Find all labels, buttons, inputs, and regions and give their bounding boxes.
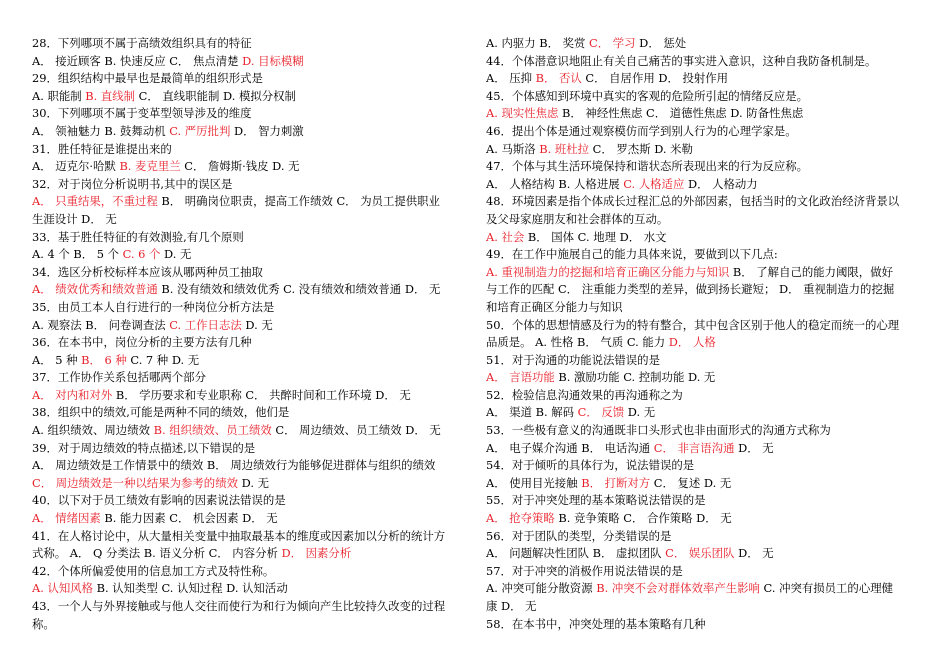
text-segment: A． 接近顾客 B. 快速反应 C． 焦点清楚 (32, 53, 243, 68)
answer-highlight: A． 对内和对外 (32, 387, 113, 402)
text-line (486, 545, 922, 563)
text-segment: 46．提出个体是通过观察模仿而学到别人行为的心理学家是。 (486, 123, 797, 138)
answer-highlight: C. 6 个 (122, 247, 161, 262)
text-segment: 53．一些极有意义的沟通既非口头形式也非由面形式的沟通方式称为 (486, 423, 831, 438)
text-segment: 称。 (32, 616, 55, 631)
text-segment: 48．环境因素是指个体成长过程汇总的外部因素，包括当时的文化政治经济背景以 (486, 194, 900, 209)
text-line (32, 528, 464, 546)
text-line (486, 229, 922, 247)
text-line (486, 598, 922, 616)
text-segment: D． 无 (734, 440, 774, 455)
text-segment: A. 马斯洛 (486, 141, 540, 156)
text-line (486, 492, 922, 510)
text-segment: 生涯设计 D． 无 (32, 211, 117, 226)
answer-highlight: C. 工作日志法 (169, 317, 242, 332)
text-segment: 29．组织结构中最早也是最简单的组织形式是 (32, 71, 263, 86)
text-segment: B. 激励功能 C. 控制功能 D. 无 (554, 370, 716, 385)
text-line (486, 141, 922, 159)
text-segment: 45．个体感知到环境中真实的客观的危险所引起的情绪反应是。 (486, 88, 809, 103)
text-segment: 28．下列哪项不属于高绩效组织具有的特征 (32, 36, 252, 50)
text-line (32, 598, 464, 616)
text-line (486, 475, 922, 493)
text-line (32, 53, 464, 71)
text-segment: 54．对于倾听的具体行为，说法错误的是 (486, 458, 695, 473)
text-line (32, 299, 464, 317)
text-segment: A． 渠道 B. 解码 (486, 405, 578, 420)
text-line (32, 229, 464, 247)
answer-highlight: A． 抢夺策略 (486, 511, 555, 526)
text-segment: 52．检验信息沟通效果的再沟通称之为 (486, 387, 683, 402)
text-line (486, 88, 922, 106)
text-line (486, 563, 922, 581)
answer-highlight: C． 娱乐团队 (665, 546, 735, 561)
text-segment: 42．个体所偏爱使用的信息加工方式及特性称。 (32, 563, 275, 578)
text-line (32, 563, 464, 581)
text-segment: 35．由员工本人自行进行的一种岗位分析方法是 (32, 299, 275, 314)
text-segment: D． 惩处 (635, 36, 687, 50)
text-line (486, 176, 922, 194)
text-line (486, 528, 922, 546)
text-line (486, 334, 922, 352)
text-segment: 33．基于胜任特征的有效测验,有几个原则 (32, 229, 244, 244)
text-segment: 44．个体潜意识地阻止有关自己痛苦的事实进入意识，这种自我防备机制是。 (486, 53, 877, 68)
text-segment: 57．对于冲突的消极作用说法错误的是 (486, 563, 683, 578)
text-segment: 式称。 A． Q 分类法 B. 语义分析 C． 内容分析 (32, 546, 282, 561)
text-segment: D． 智力刺激 (230, 123, 304, 138)
text-segment: 32．对于岗位分析说明书,其中的误区是 (32, 176, 233, 191)
text-line (486, 387, 922, 405)
text-line (486, 580, 922, 598)
text-segment: C． 罗杰斯 D. 米勒 (589, 141, 693, 156)
text-line (486, 352, 922, 370)
text-segment: B. 竞争策略 C． 合作策略 D． 无 (554, 511, 732, 526)
text-line (486, 70, 922, 88)
text-line (486, 158, 922, 176)
answer-highlight: B． 打断对方 (581, 475, 651, 490)
text-segment: 及父母家庭朋友和社会群体的互动。 (486, 211, 669, 226)
text-segment: C． 詹姆斯·钱皮 D. 无 (180, 159, 300, 174)
text-segment: 37．工作协作关系包括哪两个部分 (32, 370, 206, 385)
answer-highlight: B. 班杜拉 (539, 141, 590, 156)
text-line (486, 193, 922, 211)
text-line (32, 510, 464, 528)
text-line (486, 317, 922, 335)
text-segment: A. 冲突可能分散资源 (486, 581, 597, 596)
text-segment: A. 组织绩效、周边绩效 (32, 423, 154, 438)
text-segment: A． 领袖魅力 B. 鼓舞动机 (32, 123, 170, 138)
text-segment: B． 神经性焦虑 C． 道德性焦虑 D. 防备性焦虑 (558, 106, 804, 121)
text-segment: A. 内驱力 B． 奖赏 (486, 36, 590, 50)
text-segment: B． 国体 C. 地理 D． 水文 (524, 229, 667, 244)
text-line (32, 440, 464, 458)
text-segment: 品质是。 A. 性格 B． 气质 C. 能力 (486, 335, 669, 350)
text-line (32, 545, 464, 563)
text-segment: B. 没有绩效和绩效优秀 C. 没有绩效和绩效普通 D． 无 (157, 282, 441, 297)
text-segment: A. 职能制 (32, 88, 86, 103)
text-segment: 49．在工作中施展自己的能力具体来说，要做到以下几点: (486, 247, 778, 262)
text-line (32, 457, 464, 475)
text-line (32, 492, 464, 510)
text-line (32, 211, 464, 229)
text-segment: A. 4 个 B． 5 个 (32, 247, 123, 262)
text-segment: 51．对于沟通的功能说法错误的是 (486, 352, 660, 367)
text-segment: 41．在人格讨论中，从大量相关变量中抽取最基本的维度或因素加以分析的统计方 (32, 528, 446, 543)
text-line (486, 369, 922, 387)
text-segment: C． 自居作用 D． 投射作用 (581, 71, 729, 86)
text-line (32, 176, 464, 194)
text-line (32, 193, 464, 211)
text-line (32, 105, 464, 123)
text-segment: 56．对于团队的类型，分类错误的是 (486, 528, 672, 543)
text-segment: A． 电子媒介沟通 B． 电话沟通 (486, 440, 654, 455)
answer-highlight: A. 现实性焦虑 (486, 106, 559, 121)
text-line (486, 123, 922, 141)
text-segment: 36．在本书中，岗位分析的主要方法有几种 (32, 335, 252, 350)
answer-highlight: B. 直线制 (85, 88, 136, 103)
text-line (32, 369, 464, 387)
answer-highlight: B. 冲突不会对群体效率产生影响 (596, 581, 760, 596)
text-segment: C. 冲突有损员工的心理健 (759, 581, 894, 596)
text-line (486, 53, 922, 71)
text-segment: 55．对于冲突处理的基本策略说法错误的是 (486, 493, 706, 508)
text-line (32, 158, 464, 176)
text-line (32, 246, 464, 264)
text-segment: A． 问题解决性团队 B． 虚拟团队 (486, 546, 666, 561)
text-segment: B. 能力因素 C． 机会因素 D． 无 (100, 511, 278, 526)
answer-highlight: D. 目标模糊 (242, 53, 304, 68)
text-line (486, 616, 922, 634)
answer-highlight: A． 情绪因素 (32, 511, 101, 526)
text-line (32, 616, 464, 634)
text-line (32, 88, 464, 106)
text-segment: A． 5 种 (32, 352, 82, 367)
answer-highlight: C． 非言语沟通 (653, 440, 735, 455)
answer-highlight: B． 6 种 (81, 352, 127, 367)
answer-highlight: C. 严厉批判 (169, 123, 231, 138)
text-line (486, 211, 922, 229)
text-segment: A. 观察法 B． 问卷调查法 (32, 317, 170, 332)
answer-highlight: A． 绩效优秀和绩效普通 (32, 282, 158, 297)
text-segment: 50．个体的思想情感及行为的特有整合，其中包含区别于他人的稳定而统一的心理 (486, 317, 900, 332)
text-line (32, 404, 464, 422)
text-segment: D. 无 (624, 405, 656, 420)
answer-highlight: D． 人格 (668, 335, 716, 350)
text-segment: B. 认知类型 C. 认知过程 D. 认知活动 (93, 581, 288, 596)
answer-highlight: A. 社会 (486, 229, 525, 244)
text-segment: B． 明确岗位职责，提高工作绩效 C． 为员工提供职业 (157, 194, 440, 209)
text-line (32, 317, 464, 335)
text-segment: D. 无 (160, 247, 192, 262)
text-segment: 58．在本书中，冲突处理的基本策略有几种 (486, 616, 706, 631)
text-segment: C． 直线职能制 D. 模拟分权制 (135, 88, 296, 103)
text-line (486, 35, 922, 53)
text-segment: A． 迈克尔·哈默 (32, 159, 120, 174)
answer-highlight: A． 言语功能 (486, 370, 555, 385)
answer-highlight: C. 人格适应 (623, 176, 685, 191)
text-segment: A． 周边绩效是工作情景中的绩效 B． 周边绩效行为能够促进群体与组织的绩效 (32, 458, 436, 473)
answer-highlight: B． 否认 (535, 71, 582, 86)
text-line (32, 352, 464, 370)
text-line (32, 123, 464, 141)
text-segment: 34．选区分析校标样本应该从哪两种员工抽取 (32, 264, 263, 279)
text-segment: 和培育正确区分能力与知识 (486, 299, 623, 314)
answer-highlight: D． 因素分析 (281, 546, 352, 561)
text-line (486, 510, 922, 528)
text-segment: 30．下列哪项不属于变革型领导涉及的维度 (32, 106, 252, 121)
answer-highlight: B. 组织绩效、员工绩效 (153, 423, 272, 438)
text-segment: C． 复述 D. 无 (650, 475, 732, 490)
text-line (32, 35, 464, 53)
text-line (32, 580, 464, 598)
text-segment: D. 无 (241, 317, 273, 332)
text-segment: D． 无 (734, 546, 774, 561)
text-segment: 47．个体与其生活环境保持和谐状态所表现出来的行为反应称。 (486, 159, 809, 174)
text-segment: 39．对于周边绩效的特点描述,以下错误的是 (32, 440, 256, 455)
text-segment: D． 人格动力 (684, 176, 758, 191)
answer-highlight: A. 重视制造力的挖掘和培育正确区分能力与知识 (486, 264, 730, 279)
text-segment: 43．一个人与外界接触或与他人交往而使行为和行为倾向产生比较持久改变的过程 (32, 599, 446, 613)
text-segment: 31．胜任特征是谁提出来的 (32, 141, 172, 156)
text-line (486, 422, 922, 440)
text-line (32, 264, 464, 282)
right-column (486, 35, 922, 633)
text-line (486, 404, 922, 422)
text-line (32, 281, 464, 299)
text-line (486, 281, 922, 299)
text-line (486, 299, 922, 317)
left-column (32, 35, 464, 633)
text-segment: B． 了解自己的能力阈限，做好 (729, 264, 893, 279)
text-line (486, 440, 922, 458)
text-segment: A． 人格结构 B. 人格进展 (486, 176, 624, 191)
text-line (486, 105, 922, 123)
text-segment: D. 无 (237, 475, 269, 490)
text-line (486, 264, 922, 282)
text-segment: B． 学历要求和专业职称 C． 共醉时间和工作环境 D． 无 (112, 387, 411, 402)
text-line (32, 70, 464, 88)
answer-highlight: A. 认知风格 (32, 581, 94, 596)
answer-highlight: C． 反馈 (577, 405, 625, 420)
text-line (32, 141, 464, 159)
text-segment: C． 周边绩效、员工绩效 D． 无 (271, 423, 441, 438)
text-segment: 38．组织中的绩效,可能是两种不同的绩效，他们是 (32, 405, 290, 420)
answer-highlight: C． 学习 (589, 36, 636, 50)
text-segment: A． 压抑 (486, 71, 536, 86)
answer-highlight: C． 周边绩效是一种以结果为参考的绩效 (32, 475, 238, 490)
text-line (32, 422, 464, 440)
text-line (32, 387, 464, 405)
text-segment: 40．以下对于员工绩效有影响的因素说法错误的是 (32, 493, 286, 508)
text-segment: A． 使用目光接触 (486, 475, 582, 490)
text-segment: 与工作的匹配 C． 注重能力类型的差异，做到扬长避短； D． 重视制造力的挖掘 (486, 282, 895, 297)
text-line (486, 246, 922, 264)
text-segment: 康 D． 无 (486, 599, 537, 613)
answer-highlight: A． 只重结果，不重过程 (32, 194, 158, 209)
answer-highlight: B. 麦克里兰 (119, 159, 181, 174)
text-line (32, 334, 464, 352)
text-segment: C. 7 种 D. 无 (126, 352, 200, 367)
text-line (32, 475, 464, 493)
text-line (486, 457, 922, 475)
